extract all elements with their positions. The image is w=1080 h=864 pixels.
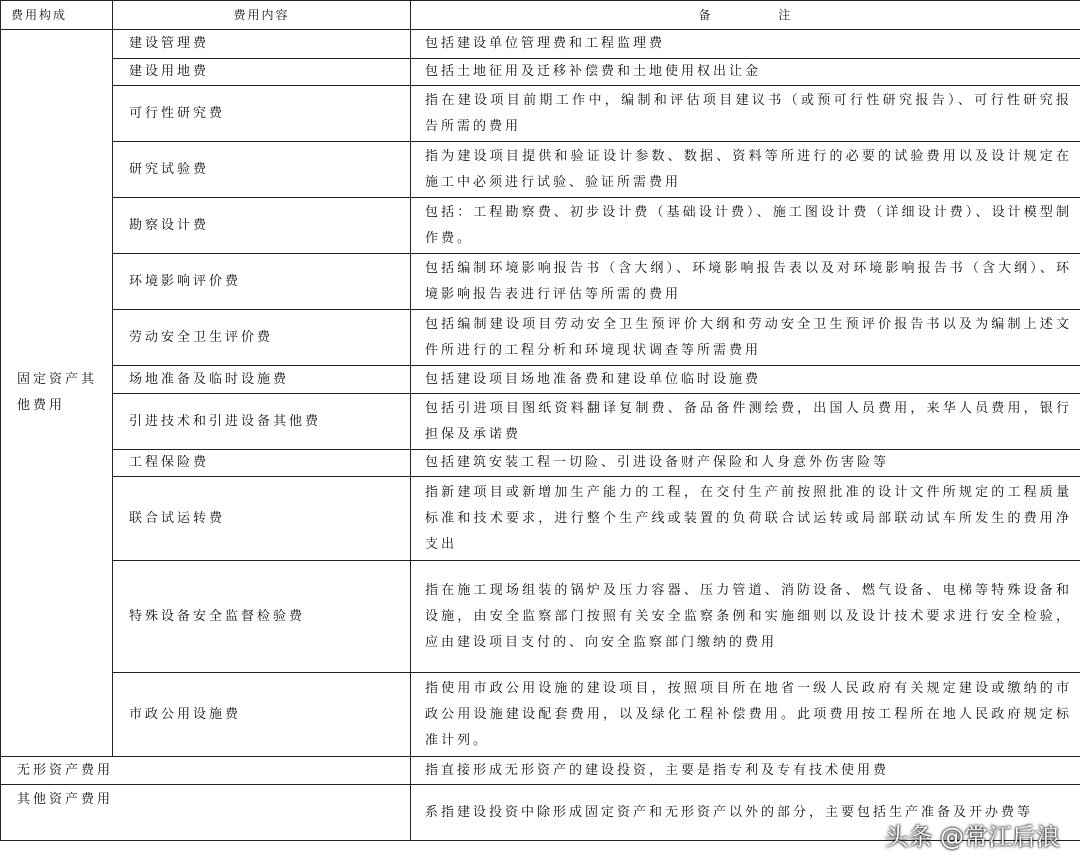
item-cell: 引进技术和引进设备其他费 [113,394,411,450]
table-row [1,757,1080,785]
table-row [1,254,1080,310]
header-cost-composition: 费用构成 [1,1,113,30]
note-cell: 指在建设项目前期工作中，编制和评估项目建议书（或预可行性研究报告）、可行性研究报告所需的费用 [411,86,1080,142]
item-cell: 建设管理费 [113,30,411,59]
header-cost-content: 费用内容 [113,1,411,30]
table-row [1,450,1080,477]
note-cell: 系指建设投资中除形成固定资产和无形资产以外的部分，主要包括生产准备及开办费等 [411,785,1080,841]
note-cell: 包括编制环境影响报告书（含大纲）、环境影响报告表以及对环境影响报告书（含大纲）、环境影响报告表进行评估等所需的费用 [411,254,1080,310]
table-row [1,366,1080,394]
note-cell: 包括建设单位管理费和工程监理费 [411,30,1080,59]
note-cell: 包括：工程勘察费、初步设计费（基础设计费）、施工图设计费（详细设计费）、设计模型制作费。 [411,198,1080,254]
item-cell: 可行性研究费 [113,86,411,142]
item-cell: 市政公用设施费 [113,673,411,757]
table-row [1,30,1080,59]
note-cell: 指为建设项目提供和验证设计参数、数据、资料等所进行的必要的试验费用以及设计规定在施工中必须进行试验、验证所需费用 [411,142,1080,198]
table-header-row [1,1,1080,30]
header-remarks: 备 注 [411,1,1080,30]
table-row [1,673,1080,757]
item-cell: 场地准备及临时设施费 [113,366,411,394]
item-cell: 特殊设备安全监督检验费 [113,561,411,673]
note-cell: 包括建设项目场地准备费和建设单位临时设施费 [411,366,1080,394]
item-cell: 联合试运转费 [113,477,411,561]
note-cell: 包括编制建设项目劳动安全卫生预评价大纲和劳动安全卫生预评价报告书以及为编制上述文件所进行的工程分析和环境现状调查等所需费用 [411,310,1080,366]
item-cell: 建设用地费 [113,59,411,86]
item-cell: 工程保险费 [113,450,411,477]
item-cell: 环境影响评价费 [113,254,411,310]
item-cell: 勘察设计费 [113,198,411,254]
table-row [1,142,1080,198]
table-row [1,310,1080,366]
other-asset-label: 其他资产费用 [1,785,411,841]
note-cell: 指使用市政公用设施的建设项目，按照项目所在地省一级人民政府有关规定建设或缴纳的市政公用设施建设配套费用，以及绿化工程补偿费用。此项费用按工程所在地人民政府规定标准计列。 [411,673,1080,757]
table-row [1,59,1080,86]
note-cell: 包括土地征用及迁移补偿费和土地使用权出让金 [411,59,1080,86]
table-row [1,198,1080,254]
table-row [1,477,1080,561]
note-cell: 指在施工现场组装的锅炉及压力容器、压力管道、消防设备、燃气设备、电梯等特殊设备和设施，由安全监察部门按照有关安全监察条例和实施细则以及设计技术要求进行安全检验，应由建设项目支付的、向安全监察部门缴纳的费用 [411,561,1080,673]
table-row [1,561,1080,673]
table-row [1,86,1080,142]
group-fixed-asset-other [1,30,113,757]
note-cell: 包括建筑安装工程一切险、引进设备财产保险和人身意外伤害险等 [411,450,1080,477]
group-label: 固定资产其他费用 [17,372,98,413]
note-cell: 包括引进项目图纸资料翻译复制费、备品备件测绘费，出国人员费用，来华人员费用，银行担保及承诺费 [411,394,1080,450]
intangible-label: 无形资产费用 [1,757,411,785]
item-cell: 研究试验费 [113,142,411,198]
table-row [1,394,1080,450]
watermark: 头条 @常江后浪 [884,823,1060,851]
note-cell: 指直接形成无形资产的建设投资，主要是指专利及专有技术使用费 [411,757,1080,785]
note-cell: 指新建项目或新增加生产能力的工程，在交付生产前按照批准的设计文件所规定的工程质量标准和技术要求，进行整个生产线或装置的负荷联合试运转或局部联动试车所发生的费用净支出 [411,477,1080,561]
item-cell: 劳动安全卫生评价费 [113,310,411,366]
